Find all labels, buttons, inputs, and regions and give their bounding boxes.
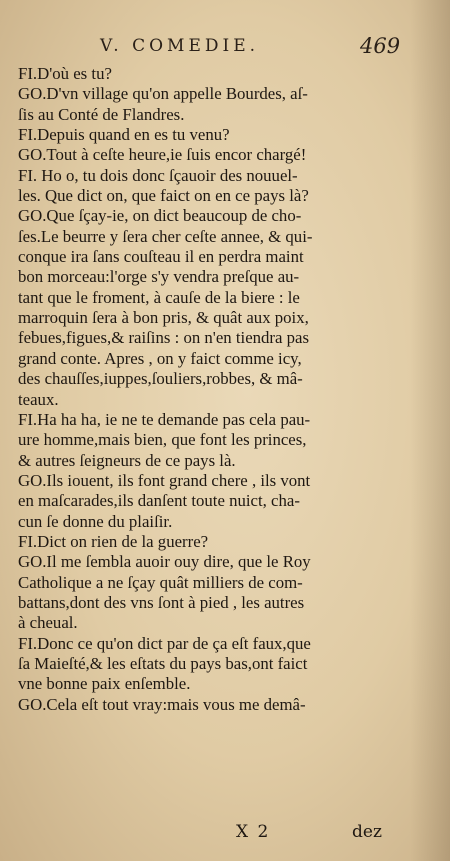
text-line: FI. Ho o, tu dois donc ſçauoir des nouuel- — [18, 165, 298, 185]
text-line: ſis au Conté de Flandres. — [18, 104, 185, 124]
text-line: tant que le froment, à cauſe de la biere : le — [18, 287, 300, 307]
text-line: bon morceau:l'orge s'y vendra preſque au- — [18, 267, 300, 287]
text-line: FI.Ha ha ha, ie ne te demande pas cela pau- — [18, 409, 311, 429]
text-line: ure homme,mais bien, que font les princes, — [18, 430, 307, 450]
text-line: battans,dont des vns ſont à pied , les autres — [18, 592, 305, 612]
dialogue-text — [18, 64, 390, 715]
text-line: marroquin ſera à bon pris, & quât aux poix, — [18, 308, 309, 328]
text-line: & autres ſeigneurs de ce pays là. — [18, 450, 236, 470]
text-line: GO.D'vn village qu'on appelle Bourdes, aſ- — [18, 84, 308, 104]
page-footer — [0, 822, 450, 846]
text-line: ſes.Le beurre y ſera cher ceſte annee, & qui- — [18, 226, 313, 246]
text-line: Catholique a ne ſçay quât milliers de com- — [18, 572, 303, 592]
text-line: cun ſe donne du plaiſir. — [18, 511, 173, 531]
text-line: conque ira ſans couſteau il en perdra maint — [18, 247, 304, 267]
text-line: en maſcarades,ils danſent toute nuict, cha- — [18, 491, 300, 511]
text-line: FI.D'où es tu? — [18, 64, 112, 83]
text-line: à cheual. — [18, 613, 78, 633]
catchword: dez — [352, 822, 382, 842]
text-line: FI.Dict on rien de la guerre? — [18, 531, 209, 551]
page-number: 469 — [360, 34, 401, 58]
text-line: FI.Depuis quand en es tu venu? — [18, 125, 230, 145]
text-line: teaux. — [18, 389, 59, 409]
page-header — [0, 34, 450, 62]
text-line: vne bonne paix enſemble. — [18, 674, 191, 694]
text-line: GO.Il me ſembla auoir ouy dire, que le Roy — [18, 552, 311, 572]
text-line: ſa Maieſté,& les eſtats du pays bas,ont faict — [18, 653, 308, 673]
text-line: grand conte. Apres , on y faict comme icy, — [18, 348, 302, 368]
page-edge-shadow — [410, 0, 450, 861]
running-title: V. COMEDIE. — [100, 36, 260, 56]
signature-mark: X 2 — [236, 822, 271, 842]
text-line: GO.Tout à ceſte heure,ie ſuis encor chargé! — [18, 145, 307, 165]
text-line: febues,figues,& raiſins : on n'en tiendra pas — [18, 328, 310, 348]
text-line: FI.Donc ce qu'on dict par de ça eſt faux,que — [18, 633, 311, 653]
text-line: GO.Que ſçay-ie, on dict beaucoup de cho- — [18, 206, 302, 226]
text-line: GO.Ils iouent, ils font grand chere , ils vont — [18, 470, 311, 490]
text-line: les. Que dict on, que faict on en ce pays là? — [18, 186, 309, 206]
text-line: des chauſſes,iuppes,ſouliers,robbes, & mâ- — [18, 369, 303, 389]
text-line: GO.Cela eſt tout vray:mais vous me demâ- — [18, 694, 306, 714]
